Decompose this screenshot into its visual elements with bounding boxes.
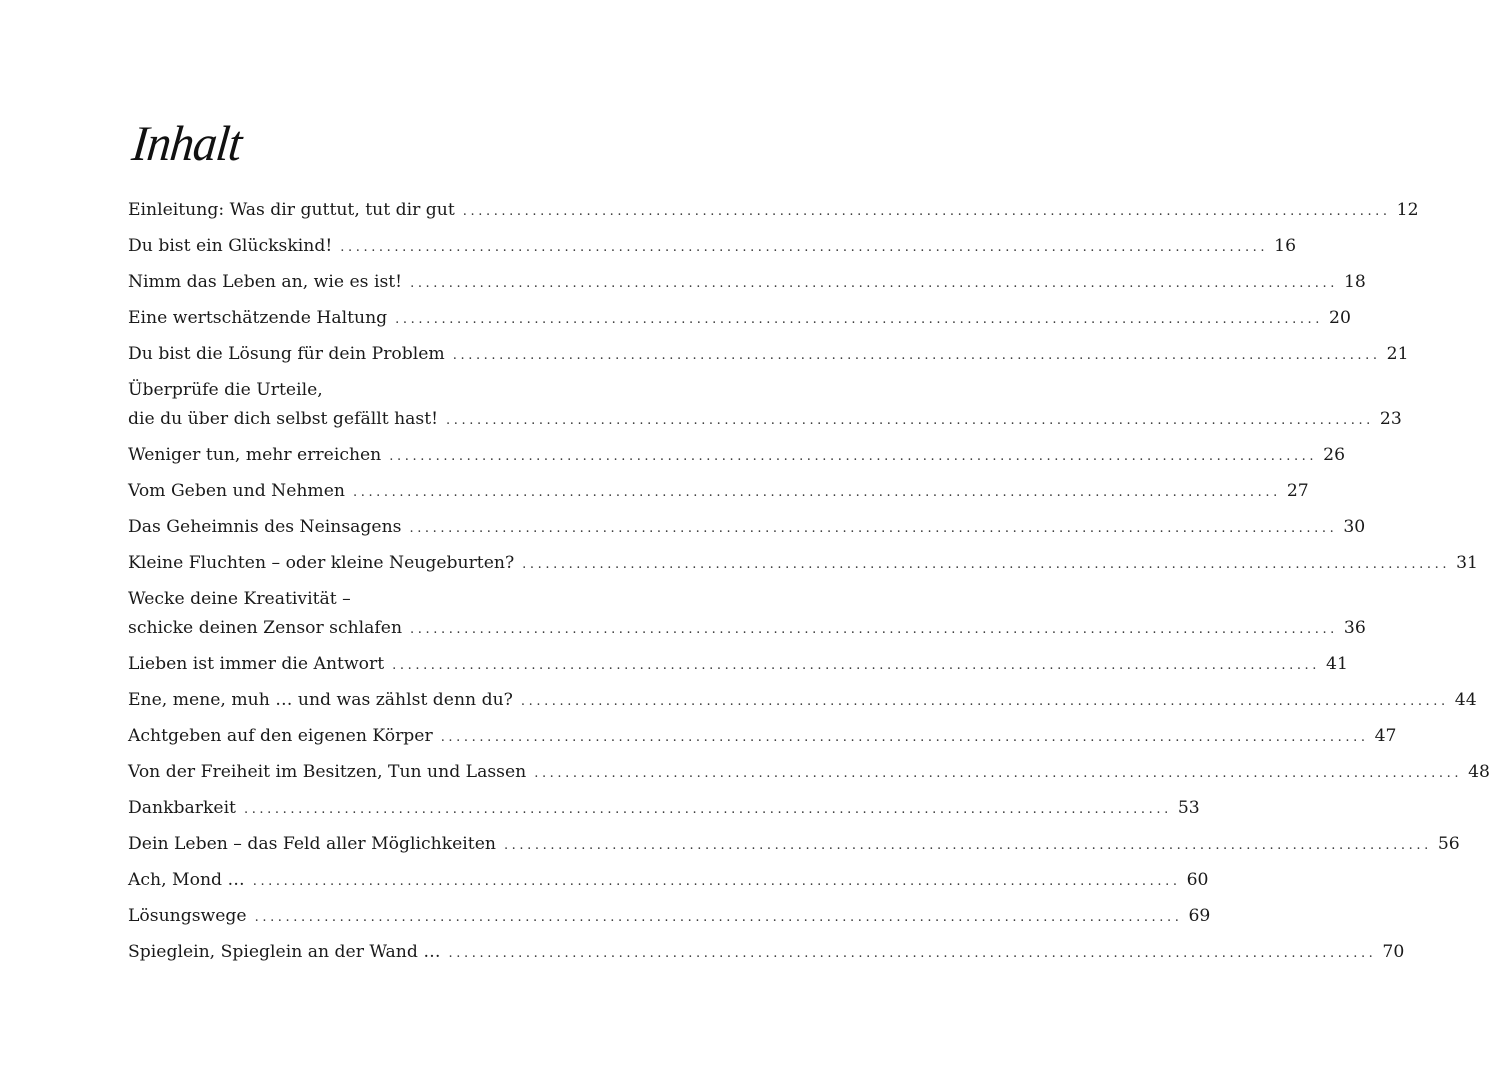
toc-page-number: 21 (1386, 344, 1409, 364)
toc-entry-title: Dankbarkeit (128, 798, 236, 818)
toc-entry-title: schicke deinen Zensor schlafen (128, 618, 403, 638)
toc-row (128, 686, 1477, 716)
toc-entry (128, 686, 1477, 716)
toc-entry-title: Ene, mene, muh … und was zählst denn du? (128, 690, 513, 710)
dot-leader: ........................................................................................................................ (389, 449, 1318, 464)
toc-entry (128, 340, 1409, 370)
dot-leader: ........................................................................................................................ (352, 485, 1281, 500)
toc-entry-title: Lösungswege (128, 906, 247, 926)
toc-row (128, 938, 1405, 968)
toc-page-number: 56 (1437, 834, 1460, 854)
dot-leader: ........................................................................................................................ (395, 312, 1324, 327)
toc-entry (128, 376, 1402, 435)
toc-page-number: 60 (1186, 870, 1209, 890)
toc-entry (128, 938, 1405, 968)
toc-row (128, 794, 1200, 824)
toc-entry-title: Einleitung: Was dir guttut, tut dir gut (128, 200, 455, 220)
toc-entry (128, 650, 1348, 680)
toc-row (128, 722, 1397, 752)
toc-row (128, 513, 1366, 543)
toc-row (128, 340, 1409, 370)
toc-row (128, 830, 1460, 860)
dot-leader: ........................................................................................................................ (243, 802, 1172, 817)
toc-page-number: 23 (1379, 409, 1402, 429)
toc-row (128, 441, 1346, 471)
dot-leader: ........................................................................................................................ (448, 946, 1377, 961)
toc-page-number: 16 (1274, 236, 1297, 256)
toc-entry (128, 232, 1297, 262)
toc-page-number: 70 (1382, 942, 1405, 962)
toc-entry (128, 268, 1366, 298)
toc-entry-title: Achtgeben auf den eigenen Körper (128, 726, 433, 746)
toc-row (128, 196, 1419, 226)
toc-entry-title: die du über dich selbst gefällt hast! (128, 409, 439, 429)
toc-row (128, 304, 1351, 334)
toc-entry (128, 866, 1209, 896)
toc-entry (128, 758, 1490, 788)
toc-row (128, 650, 1348, 680)
dot-leader: ........................................................................................................................ (534, 766, 1463, 781)
dot-leader: ........................................................................................................................ (254, 910, 1183, 925)
toc-entry-title: Spieglein, Spieglein an der Wand … (128, 942, 441, 962)
toc-entry-title: Du bist die Lösung für dein Problem (128, 344, 445, 364)
toc-entry-title: Kleine Fluchten – oder kleine Neugeburten? (128, 553, 515, 573)
toc-page-number: 53 (1177, 798, 1200, 818)
toc-entry (128, 196, 1419, 226)
toc-page-number: 26 (1323, 445, 1346, 465)
table-of-contents (128, 196, 1490, 974)
toc-row (128, 866, 1209, 896)
toc-page-number: 31 (1456, 553, 1478, 573)
toc-page-number: 27 (1286, 481, 1309, 501)
dot-leader: ........................................................................................................................ (462, 204, 1391, 219)
dot-leader: ........................................................................................................................ (392, 658, 1321, 673)
toc-page-number: 12 (1396, 200, 1419, 220)
toc-entry (128, 902, 1211, 932)
toc-entry-title: Ach, Mond … (128, 870, 245, 890)
toc-page-number: 41 (1326, 654, 1348, 674)
toc-row (128, 902, 1211, 932)
toc-entry-title: Nimm das Leben an, wie es ist! (128, 272, 403, 292)
dot-leader: ........................................................................................................................ (522, 557, 1451, 572)
toc-page-number: 30 (1343, 517, 1366, 537)
toc-entry-title: Du bist ein Glückskind! (128, 236, 333, 256)
dot-leader: ........................................................................................................................ (452, 348, 1381, 363)
toc-page-number: 18 (1343, 272, 1366, 292)
toc-entry-first-line: Wecke deine Kreativität – (128, 589, 351, 609)
dot-leader: ........................................................................................................................ (446, 413, 1374, 428)
dot-leader: ........................................................................................................................ (410, 276, 1338, 291)
dot-leader: ........................................................................................................................ (520, 694, 1449, 709)
toc-page-number: 44 (1454, 690, 1477, 710)
toc-page-number: 47 (1374, 726, 1397, 746)
dot-leader: ........................................................................................................................ (409, 521, 1338, 536)
toc-entry-title: Das Geheimnis des Neinsagens (128, 517, 402, 537)
dot-leader: ........................................................................................................................ (410, 622, 1338, 637)
toc-page-number: 36 (1343, 618, 1366, 638)
toc-entry-title: Weniger tun, mehr erreichen (128, 445, 382, 465)
dot-leader: ........................................................................................................................ (440, 730, 1369, 745)
toc-page-number: 20 (1329, 308, 1351, 328)
toc-entry (128, 585, 1366, 644)
dot-leader: ........................................................................................................................ (340, 240, 1269, 255)
toc-entry (128, 722, 1397, 752)
toc-entry (128, 549, 1478, 579)
toc-entry-title: Von der Freiheit im Besitzen, Tun und Lassen (128, 762, 527, 782)
toc-row (128, 477, 1309, 507)
toc-page-number: 48 (1468, 762, 1490, 782)
toc-entry-first-line: Überprüfe die Urteile, (128, 380, 323, 400)
toc-entry (128, 477, 1309, 507)
toc-row (128, 405, 1402, 435)
toc-entry (128, 794, 1200, 824)
page-title: Inhalt (129, 116, 244, 172)
toc-row (128, 614, 1366, 644)
toc-row (128, 758, 1490, 788)
toc-entry (128, 441, 1346, 471)
toc-entry (128, 830, 1460, 860)
toc-entry-title: Lieben ist immer die Antwort (128, 654, 385, 674)
toc-entry (128, 304, 1351, 334)
toc-entry-title: Vom Geben und Nehmen (128, 481, 345, 501)
toc-row (128, 268, 1366, 298)
dot-leader: ........................................................................................................................ (252, 874, 1181, 889)
toc-entry-title: Dein Leben – das Feld aller Möglichkeiten (128, 834, 496, 854)
dot-leader: ........................................................................................................................ (503, 838, 1432, 853)
toc-entry-title: Eine wertschätzende Haltung (128, 308, 388, 328)
toc-entry (128, 513, 1366, 543)
toc-page-number: 69 (1188, 906, 1211, 926)
toc-row (128, 232, 1297, 262)
toc-row (128, 549, 1478, 579)
